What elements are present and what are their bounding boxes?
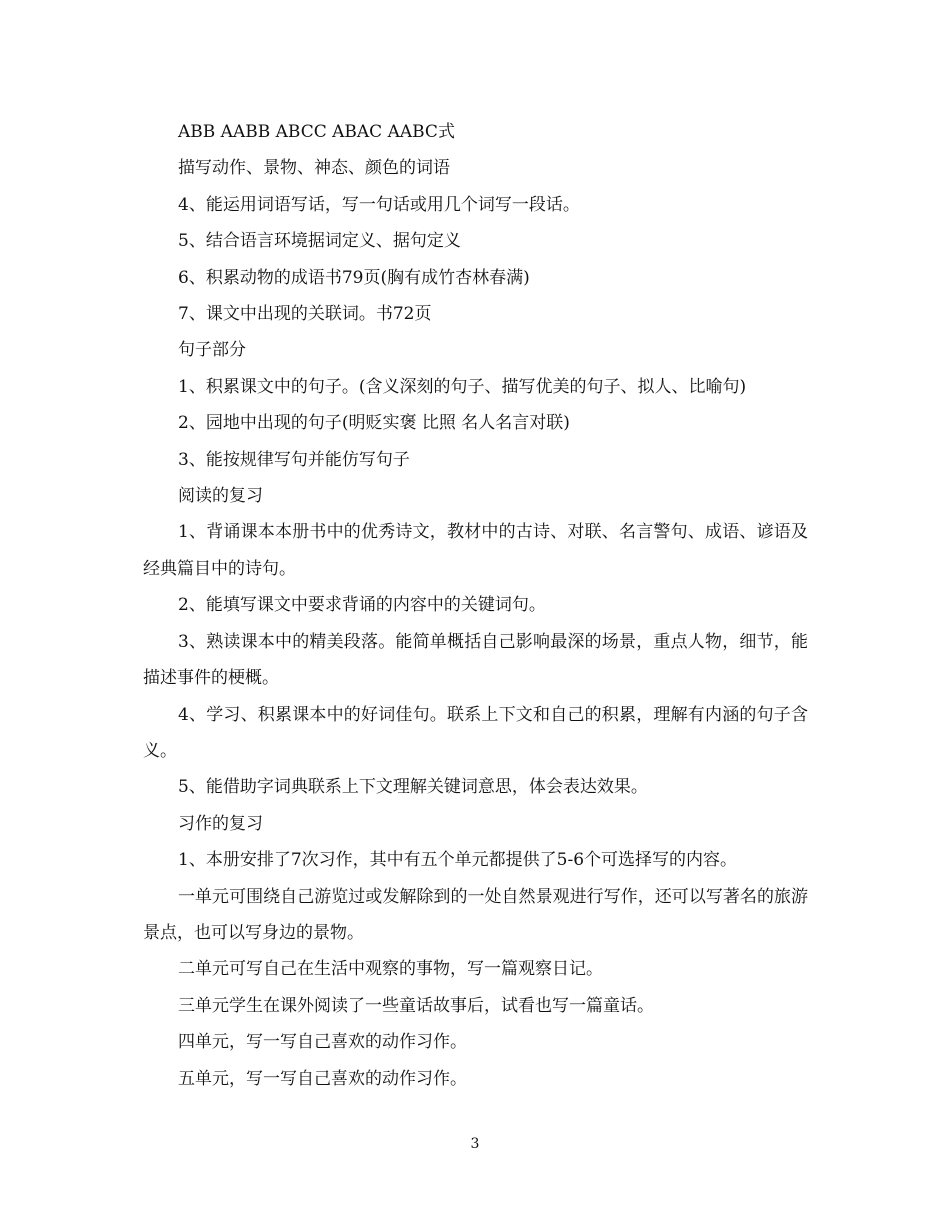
paragraph-sentences-1: 1、积累课文中的句子。(含义深刻的句子、描写优美的句子、拟人、比喻句)	[178, 376, 747, 397]
paragraph-item-4: 4、能运用词语写话，写一句话或用几个词写一段话。	[178, 194, 580, 215]
paragraph-reading-5: 5、能借助字词典联系上下文理解关键词意思，体会表达效果。	[178, 777, 648, 798]
paragraph-word-patterns: ABB AABB ABCC ABAC AABC式	[178, 122, 455, 142]
paragraph-reading-2: 2、能填写课文中要求背诵的内容中的关键词句。	[178, 595, 546, 616]
paragraph-reading-4: 4、学习、积累课本中的好词佳句。联系上下文和自己的积累，理解有内涵的句子含义。	[143, 704, 808, 761]
document-body	[143, 114, 808, 1097]
paragraph-unit-3: 三单元学生在课外阅读了一些童话故事后，试看也写一篇童话。	[178, 995, 654, 1016]
section-heading-sentences: 句子部分	[178, 340, 246, 361]
paragraph-item-6: 6、积累动物的成语书79页(胸有成竹杏林春满)	[178, 267, 530, 288]
paragraph-sentences-3: 3、能按规律写句并能仿写句子	[178, 449, 410, 470]
paragraph-item-5: 5、结合语言环境据词定义、据句定义	[178, 231, 461, 252]
paragraph-unit-4: 四单元，写一写自己喜欢的动作习作。	[178, 1032, 467, 1053]
paragraph-sentences-2: 2、园地中出现的句子(明贬实褒 比照 名人名言对联)	[178, 413, 570, 434]
paragraph-unit-5: 五单元，写一写自己喜欢的动作习作。	[178, 1068, 467, 1089]
section-heading-writing: 习作的复习	[178, 813, 263, 834]
paragraph-unit-2: 二单元可写自己在生活中观察的事物，写一篇观察日记。	[178, 959, 603, 980]
paragraph-reading-1: 1、背诵课本本册书中的优秀诗文，教材中的古诗、对联、名言警句、成语、谚语及经典篇目中的诗句。	[143, 522, 808, 579]
paragraph-reading-3: 3、熟读课本中的精美段落。能简单概括自己影响最深的场景，重点人物，细节，能描述事件的梗概。	[143, 631, 808, 689]
section-heading-reading: 阅读的复习	[178, 486, 263, 507]
paragraph-describing-words: 描写动作、景物、神态、颜色的词语	[178, 158, 450, 179]
paragraph-item-7: 7、课文中出现的关联词。书72页	[178, 304, 432, 325]
page-number: 3	[470, 1136, 480, 1152]
paragraph-unit-1: 一单元可围绕自己游览过或发解除到的一处自然景观进行写作，还可以写著名的旅游景点，也可以写身边的景物。	[143, 886, 808, 943]
paragraph-writing-1: 1、本册安排了7次习作，其中有五个单元都提供了5-6个可选择写的内容。	[178, 850, 738, 871]
